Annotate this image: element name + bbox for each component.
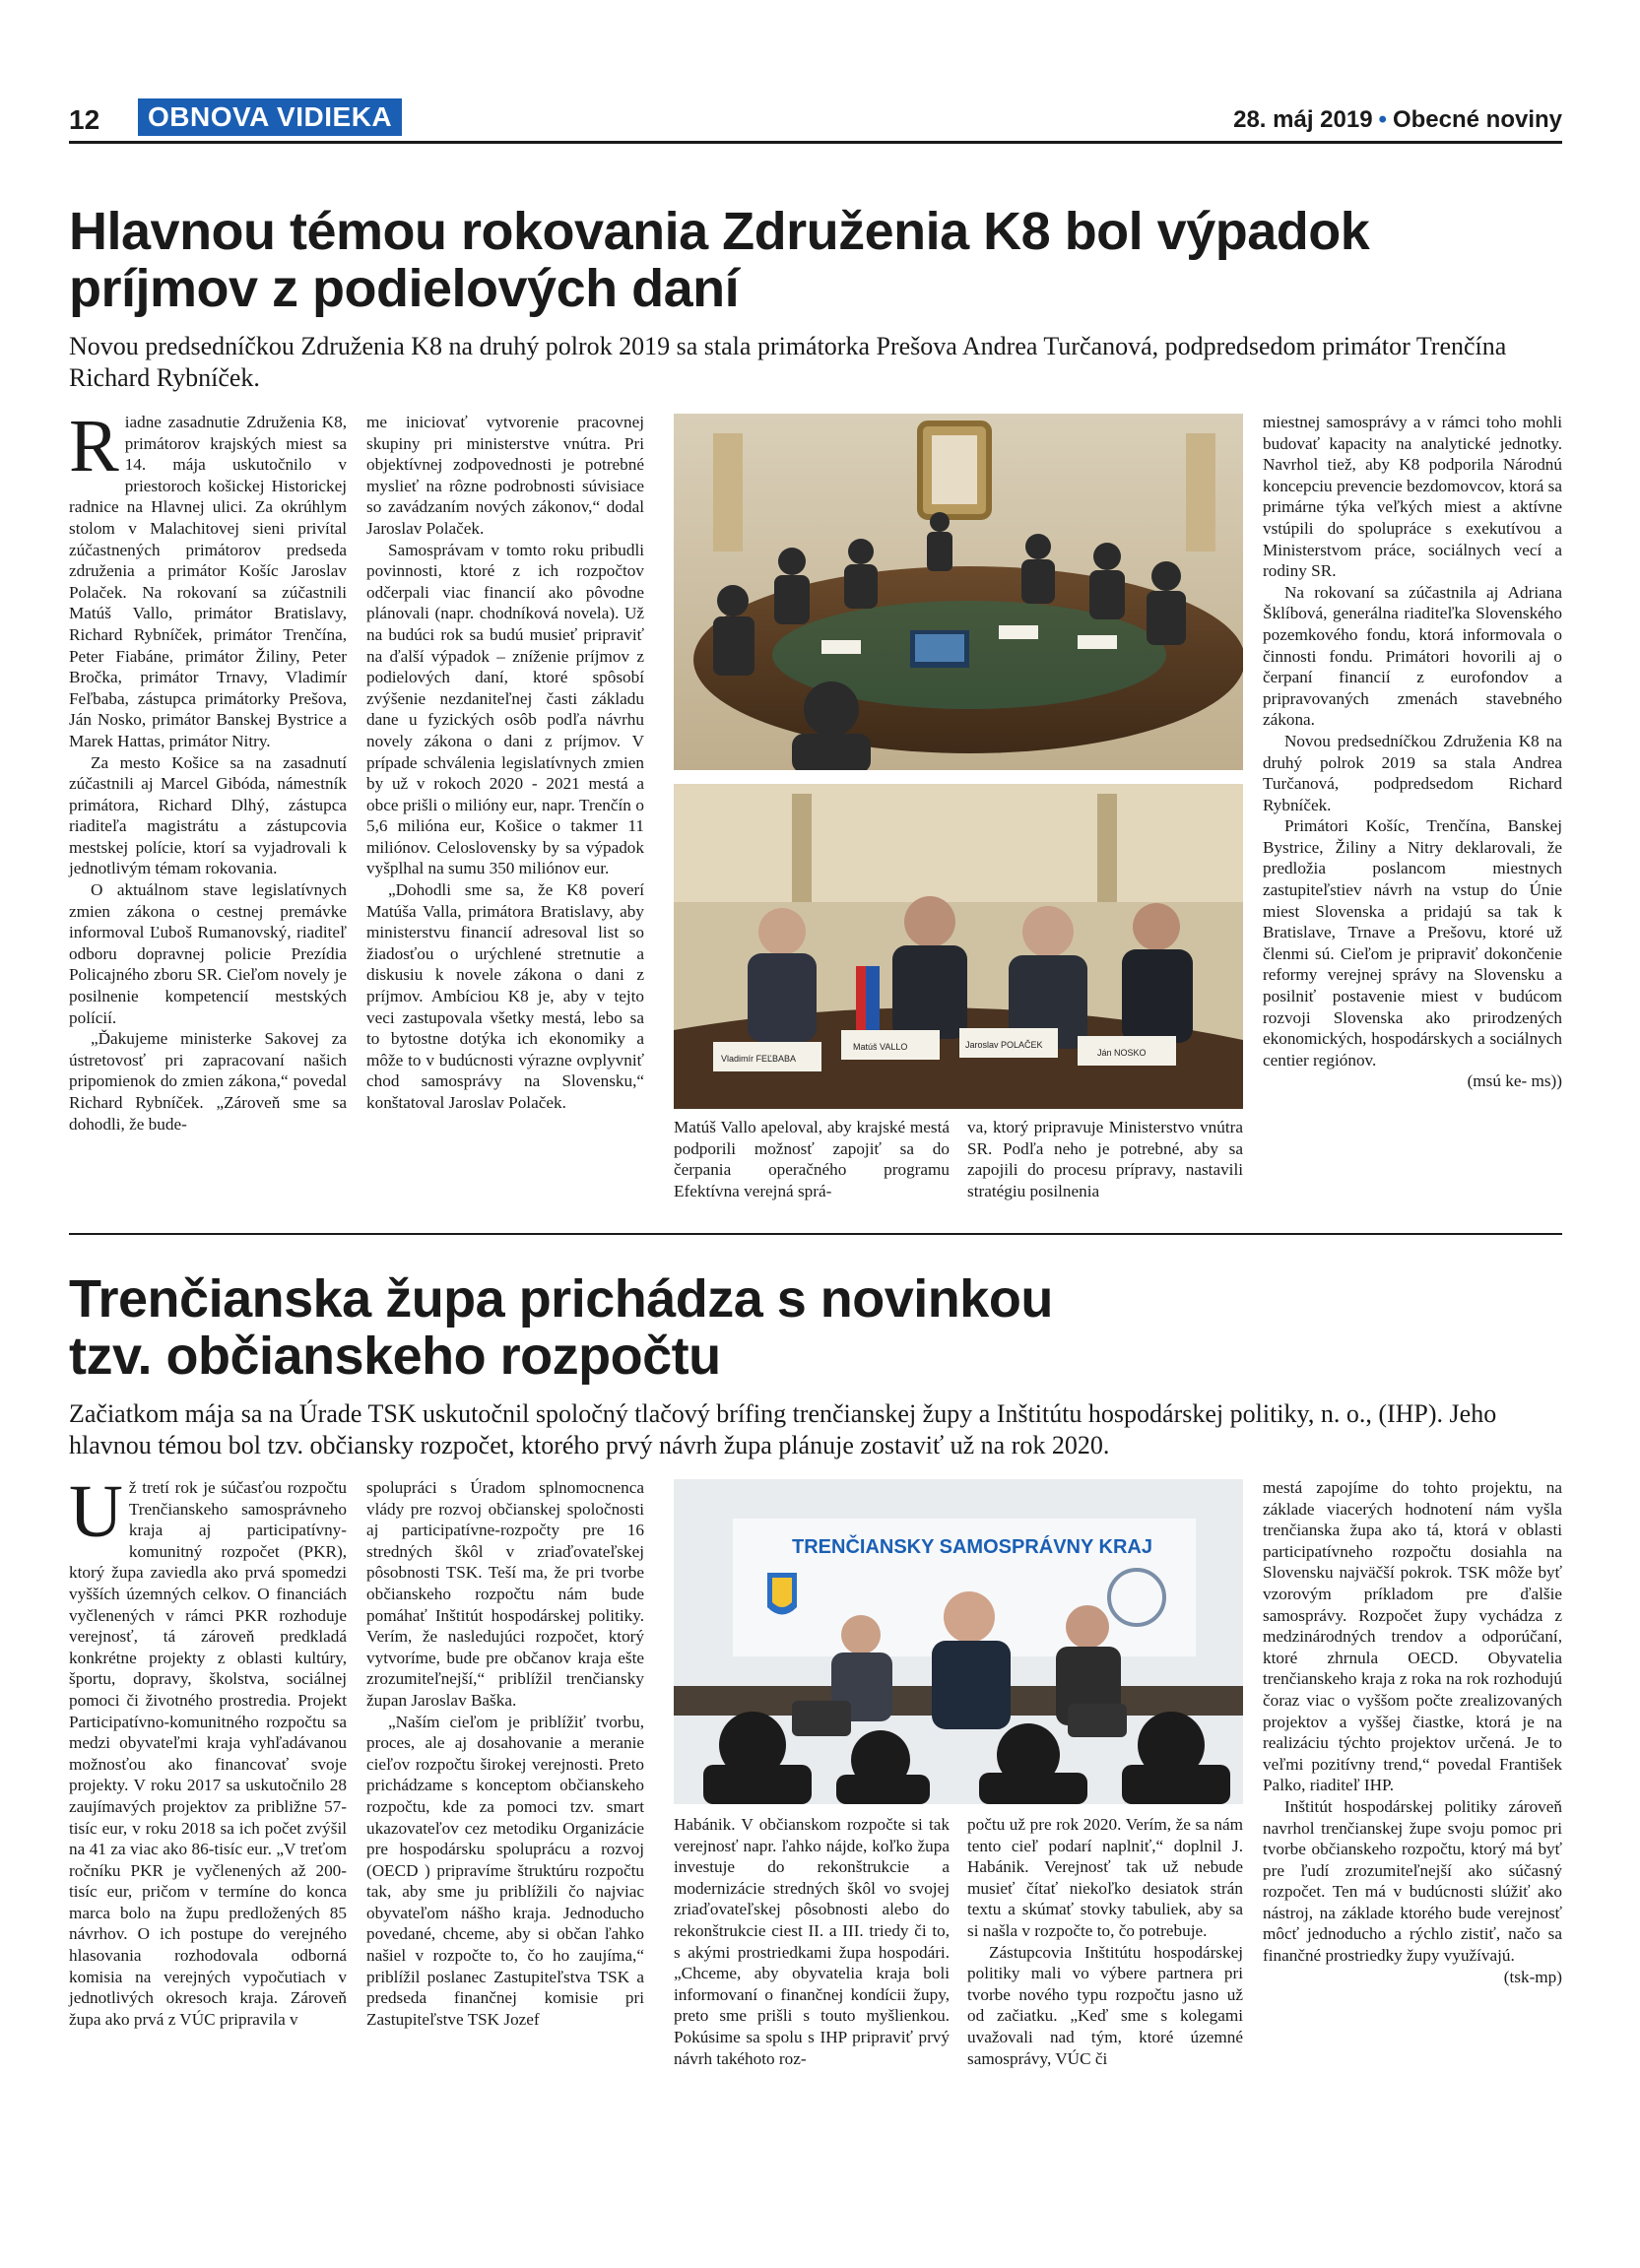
article2-paragraph: mestá zapojíme do tohto projektu, na základe viacerých hodnotení nám vyšla trenčianska župa ako tá, ktorá v oblasti participatívneho rozpočtu dosiahla na Slovensku najväčší pokrok. TSK môže byť vzorovým príkladom pre ďalšie samosprávy. Rozpočet župy vychádza z medzinárodných trendov a odporúčaní, ktoré zhrnula OECD. Obyvatelia trenčianskeho kraja z roka na rok rozhodujú čoraz viac o vyššom počte zrealizovaných projektov a vyššej čiastke, ktorá je na realizáciu týchto projektov určená. Je to veľmi pozitívny trend,“ povedal František Palko, riaditeľ IHP. [1263,1478,1562,1795]
article1-paragraph: miestnej samosprávy a v rámci toho mohli budovať kapacity na analytické jednotky. Navrhol tiež, aby K8 podporila Národnú koncepciu prevencie bezdomovcov, ktorá sa primárne týka veľkých miest a aktívne vstúpili do spolupráce s exekutívou a Ministerstvom práce, sociálnych vecí a rodiny SR. [1263,413,1562,581]
photo-caption-left: Matúš Vallo apeloval, aby krajské mestá podporili možnosť zapojiť sa do čerpania operačného programu Efektívna verejná sprá- [674,1118,950,1200]
nameplate-4: Ján NOSKO [1097,1048,1147,1058]
article1-signature: (msú ke- ms)) [1467,1071,1562,1091]
meeting-photo-bottom [674,784,1243,1109]
article2-column-4 [967,1814,1243,2069]
meeting-photo-top [674,414,1243,770]
dateline [1233,106,1562,134]
article2-column-2 [366,1477,644,2030]
article2-column-3 [674,1814,950,2069]
article1-paragraph: Na rokovaní sa zúčastnila aj Adriana Šklíbová, generálna riaditeľka Slovenského pozemkového fondu, ktorá informovala o činnosti fondu. Primátori hovorili aj o čerpaní financií z eurofondov a pripravovaných zmenách stavebného zákona. [1263,582,1562,730]
article1-paragraph: Primátori Košíc, Trenčína, Banskej Bystrice, Žiliny a Nitry deklarovali, že predložia poslancom miestnych zastupiteľstiev návrh na vstup do Únie miest Slovenska a pridajú sa tak k Bratislave, Trnave a Prešovu, ktoré už členmi sú. Cieľom je pripraviť dokončenie reformy verejnej správy na Slovensku a posilniť postavenie miest v budúcom rozvoji Slovenska ako prirodzených ekonomických, hospodárskych a sociálnych centier regiónov. [1263,816,1562,1069]
article1-paragraph: Za mesto Košice sa na zasadnutí zúčastnili aj Marcel Gibóda, námestník primátora, Richard Dlhý, zástupca riaditeľa magistrátu a zástupcovia mestskej polície, ktorí sa vyjadrovali k jednotlivým témam rokovania. [69,752,347,878]
article2-paragraph: Habánik. V občianskom rozpočte si tak verejnosť napr. ľahko nájde, koľko župa investuje do rekonštrukcie a modernizácie stredných škôl vo svojej zriaďovateľskej pôsobnosti alebo do rekonštrukcie ciest II. a III. triedy či to, s akými prostriedkami župa hospodári. „Chceme, aby obyvatelia kraja boli informovaní o finančnej kondícii župy, preto sme prišli s touto myšlienkou. Pokúsime sa spolu s IHP pripraviť prvý návrh takéhoto roz- [674,1815,950,2068]
dropcap: R [69,405,119,487]
article1-paragraph: Riadne zasadnutie Združenia K8, primátorov krajských miest sa 14. mája uskutočnilo v priestoroch košickej Historickej radnice na Hlavnej ulici. Za okrúhlym stolom v Malachitovej sieni privítal zúčastnených primátorov predseda združenia a primátor Košíc Jaroslav Polaček. Na rokovaní sa zúčastnili Matúš Vallo, primátor Bratislavy, Richard Rybníček, primátor Trenčína, Peter Fiabáne, primátor Žiliny, Peter Bročka, primátor Trnavy, Vladimír Feľbaba, zástupca primátorky Prešova, Ján Nosko, primátor Banskej Bystrice a Marek Hattas, primátor Nitry. [69,405,347,750]
article2-paragraph: Inštitút hospodárskej politiky zároveň navrhol trenčianskej župe svoju pomoc pri tvorbe občianskeho rozpočtu, ktorý má byť pre ľudí zrozumiteľnejší ako súčasný rozpočet. Ten má v budúcnosti slúžiť ako nástroj, na základe ktorého bude verejnosť môcť jednoducho a rýchlo zistiť, načo sa finančné prostriedky župy využívajú. [1263,1796,1562,1966]
issue-date: 28. máj 2019 [1233,106,1373,133]
article2-title [69,1270,1562,1385]
article1-paragraph: Samosprávam v tomto roku pribudli povinnosti, ktoré z ich rozpočtov odčerpali viac financií ako pôvodne plánovali (napr. chodníková novela). Už na budúci rok sa budú musieť pripraviť na ďalší výpadok – zníženie príjmov z podielových daní, ktoré spôsobí zvýšenie nezdaniteľnej časti základu dane u fyzických osôb podľa návrhu novely zákona o dani z príjmov. V prípade schválenia legislatívnych zmien by už v rokoch 2020 - 2021 mestá a obce prišli o milióny eur, napr. Trenčín o 5,6 milióna eur, Košice o takmer 11 miliónov. Celoslovensky by sa výpadok vyšplhal na sumu 350 miliónov eur. [366,540,644,878]
article2-paragraph: spolupráci s Úradom splnomocnenca vlády pre rozvoj občianskej spoločnosti aj participatívne-rozpočty pre 16 stredných škôl v zriaďovateľskej pôsobnosti TSK. Teší ma, že pri tvorbe občianskeho rozpočtu nám bude pomáhať Inštitút hospodárskej politiky. Verím, že nasledujúci rozpočet, ktorý vytvoríme, bude pre občanov kraja ešte zrozumiteľnejší,“ priblížil trenčiansky župan Jaroslav Baška. [366,1478,644,1710]
article2-signature: (tsk-mp) [1503,1967,1562,1986]
article1-paragraph: Novou predsedníčkou Združenia K8 na druhý polrok 2019 sa stala Andrea Turčanová, podpredsedom Richard Rybníček. [1263,731,1562,814]
article1-title [69,203,1562,317]
article2-paragraph: Zástupcovia Inštitútu hospodárskej politiky mali vo výbere partnera pri tvorbe nového typu rozpočtu jasno už od začiatku. „Keď sme s kolegami uvažovali nad tým, ktoré územné samosprávy, VÚC či [967,1942,1243,2068]
press-conference-image [674,1479,1243,1804]
article2-paragraph: Už tretí rok je súčasťou rozpočtu Trenčianskeho samosprávneho kraja aj participatívny-komunitný rozpočet (PKR), ktorý župa zaviedla ako prvá spomedzi vyšších územných celkov. O financiách vyčlenených v rámci PKR rozhoduje verejnosť, tá zároveň predkladá konkrétne projekty z oblasti kultúry, športu, dopravy, školstva, sociálnej pomoci či životného prostredia. Projekt Participatívno-komunitného rozpočtu sa medzi obyvateľmi kraja vyhľadávanou možnosťou ako financovať svoje projekty. V roku 2017 sa uskutočnilo 28 zaujímavých projektov za približne 57-tisíc eur, v roku 2018 sa ich počet zvýšil na 41 za viac ako 86-tisíc eur. „V treťom ročníku PKR je vyčlenených až 200-tisíc eur, pričom v termíne do konca marca bolo na župu predložených 85 návrhov. O ich postupe do verejného hlasovania rozhodovala odborná komisia na verejných vypočutiach v jednotlivých okresoch kraja. Zároveň župa ako prvá z VÚC pripravila v [69,1470,347,2029]
article-divider [69,1233,1562,1235]
meeting-room-image [674,414,1243,770]
article1-column-4 [1263,412,1562,1092]
article1-paragraph: „Dohodli sme sa, že K8 poverí Matúša Valla, primátora Bratislavy, aby ministerstvu financií adresoval list so žiadosťou o urýchlené stretnutie a diskusiu k novele zákona o dani z príjmov. Ambíciou K8 je, aby v tejto veci zastupovala všetky mestá, lebo sa to bytostne dotýka ich ekonomiky a môže to v budúcnosti výrazne ovplyvniť chod samosprávy na Slovensku,“ konštatoval Jaroslav Polaček. [366,880,644,1112]
press-briefing-photo [674,1479,1243,1804]
photo-caption-right: va, ktorý pripravuje Ministerstvo vnútra SR. Podľa neho je potrebné, aby sa zapojili do procesu prípravy, nastavili stratégiu posilnenia [967,1118,1243,1200]
article1-title-line2: príjmov z podielových daní [69,259,740,318]
page-header [69,98,1562,144]
article2-title-line1: Trenčianska župa prichádza s novinkou [69,1269,1053,1328]
article2-title-line2: tzv. občianskeho rozpočtu [69,1327,721,1386]
page-number: 12 [69,104,100,135]
article2-column-1 [69,1470,347,2030]
article2-deck: Začiatkom mája sa na Úrade TSK uskutočnil spoločný tlačový brífing trenčianskej župy a Inštitútu hospodárskej politiky, n. o., (IHP). Jeho hlavnou témou bol tzv. občiansky rozpočet, ktorého prvý návrh župa plánuje zostaviť už na rok 2020. [69,1399,1497,1459]
separator-dot: • [1378,106,1387,133]
article1-paragraph: O aktuálnom stave legislatívnych zmien zákona o cestnej premávke informoval Ľuboš Rumanovský, riaditeľ odboru dopravnej policie Prezídia Policajného zboru SR. Cieľom novely je posilnenie kompetencií mestských polícií. [69,880,347,1027]
article1-paragraph: „Ďakujeme ministerke Sakovej za ústretovosť pri zapracovaní našich pripomienok do zmien zákona,“ povedal Richard Rybníček. „Zároveň sme sa dohodli, že bude- [69,1029,347,1134]
nameplate-3: Jaroslav POLAČEK [965,1040,1043,1050]
dropcap: U [69,1470,123,1553]
press-banner: TRENČIANSKY SAMOSPRÁVNY KRAJ [792,1536,1152,1558]
paper-name: Obecné noviny [1392,106,1562,133]
nameplate-1: Vladimír FEĽBABA [721,1054,797,1064]
nameplate-2: Matúš VALLO [853,1042,908,1052]
article1-column-2 [366,412,644,1114]
mayors-table-image [674,784,1243,1109]
section-label: OBNOVA VIDIEKA [138,98,402,136]
article2-paragraph: „Naším cieľom je priblížiť tvorbu, proces, ale aj dosahovanie a meranie cieľov rozpočtu širokej verejnosti. Preto prichádzame s konceptom občianskeho rozpočtu, kde za pomoci tzv. smart ukazovateľov cez metodiku Organizácie pre hospodársku spoluprácu a rozvoj (OECD ) pripravíme štruktúru rozpočtu tak, aby sme ju priblížili čo najviac obyvateľom nášho kraja. Jednoducho povedané, chceme, aby si občan ľahko našiel v rozpočte to, čo ho zaujíma,“ priblížil poslanec Zastupiteľstva TSK a predseda finančnej komisie pri Zastupiteľstve TSK Jozef [366,1712,644,2029]
article1-title-line1: Hlavnou témou rokovania Združenia K8 bol výpadok [69,202,1370,261]
article2-paragraph: počtu už pre rok 2020. Verím, že sa nám tento cieľ podarí naplniť,“ doplnil J. Habánik. Verejnosť tak už nebude musieť čítať niekoľko desiatok strán textu a skúmať stovky tabuliek, aby sa si našla v rozpočte to, čo potrebuje. [967,1815,1243,1940]
article1-deck: Novou predsedníčkou Združenia K8 na druhý polrok 2019 sa stala primátorka Prešova Andrea Turčanová, podpredsedom primátor Trenčína Richard Rybníček. [69,332,1507,392]
article2-column-5 [1263,1477,1562,1987]
article1-column-1 [69,405,347,1134]
article1-paragraph: me iniciovať vytvorenie pracovnej skupiny pri ministerstve vnútra. Pri objektívnej zodpovednosti je potrebné myslieť na rôzne podrobnosti súvisiace so zavádzaním nových zákonov,“ dodal Jaroslav Polaček. [366,413,644,538]
